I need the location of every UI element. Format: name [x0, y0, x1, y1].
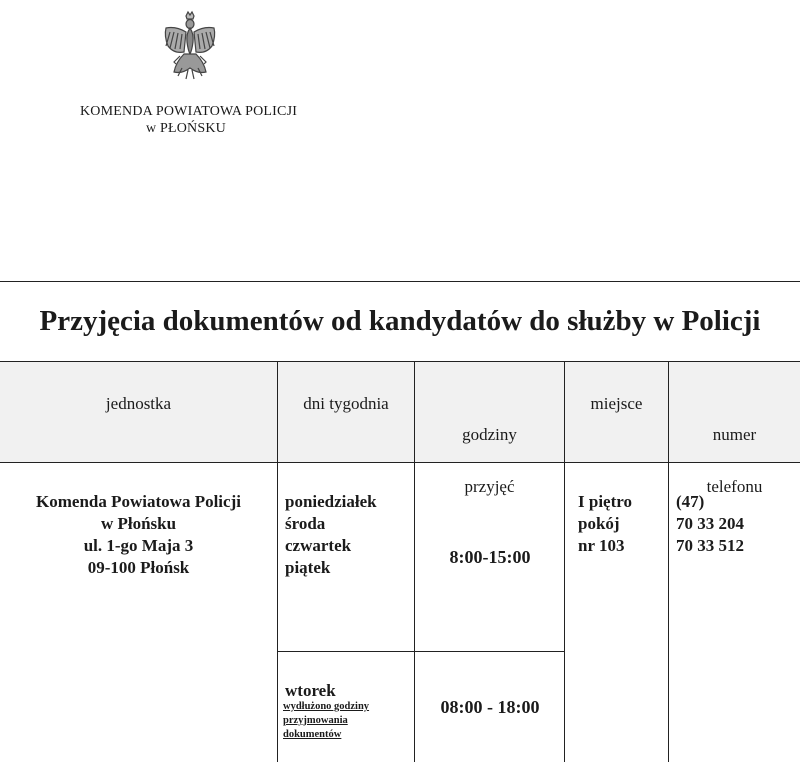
day-item: czwartek — [285, 536, 352, 555]
unit-line: ul. 1-go Maja 3 — [83, 536, 194, 555]
hours-main: 8:00-15:00 — [449, 547, 531, 567]
days-extra-note — [283, 700, 369, 742]
header-phone-line1: numer — [712, 425, 757, 444]
note-line: dokumentów — [283, 729, 342, 740]
phone-numbers — [676, 491, 744, 557]
day-item: poniedziałek — [285, 492, 377, 511]
header-phone-line2: telefonu — [706, 477, 763, 496]
header-days — [278, 362, 414, 462]
phone-line: 70 33 512 — [676, 536, 744, 555]
phone-line: (47) — [676, 492, 705, 511]
header-hours-line2: przyjęć — [464, 477, 515, 496]
header-hours-line1: godziny — [462, 425, 517, 444]
unit-address — [0, 491, 277, 579]
place-details — [578, 491, 632, 557]
header-phone — [669, 362, 800, 496]
phone-line: 70 33 204 — [676, 514, 744, 533]
header-unit — [0, 362, 277, 462]
day-item: piątek — [285, 558, 331, 577]
letterhead-line-2: w PŁOŃSKU — [146, 121, 226, 136]
letterhead-line-1: KOMENDA POWIATOWA POLICJI — [80, 104, 298, 119]
days-main — [285, 491, 377, 579]
unit-line: Komenda Powiatowa Policji — [36, 492, 241, 511]
place-line: pokój — [578, 514, 620, 533]
table-border-header-bottom — [0, 462, 800, 463]
polish-eagle-emblem-icon — [158, 10, 222, 82]
place-line: nr 103 — [578, 536, 625, 555]
note-line: przyjmowania — [283, 715, 348, 726]
header-place — [565, 362, 668, 462]
days-extra: wtorek — [285, 681, 336, 700]
unit-line: w Płońsku — [100, 514, 177, 533]
header-days-label: dni tygodnia — [303, 394, 389, 413]
note-line: wydłużono godziny — [283, 701, 370, 712]
header-hours — [415, 362, 564, 496]
header-unit-label: jednostka — [105, 394, 172, 413]
day-item: środa — [285, 514, 326, 533]
place-line: I piętro — [578, 492, 632, 511]
unit-line: 09-100 Płońsk — [87, 558, 190, 577]
table-title: Przyjęcia dokumentów od kandydatów do służby w Policji — [39, 305, 761, 337]
hours-extra: 08:00 - 18:00 — [440, 697, 540, 717]
header-place-label: miejsce — [590, 394, 643, 413]
